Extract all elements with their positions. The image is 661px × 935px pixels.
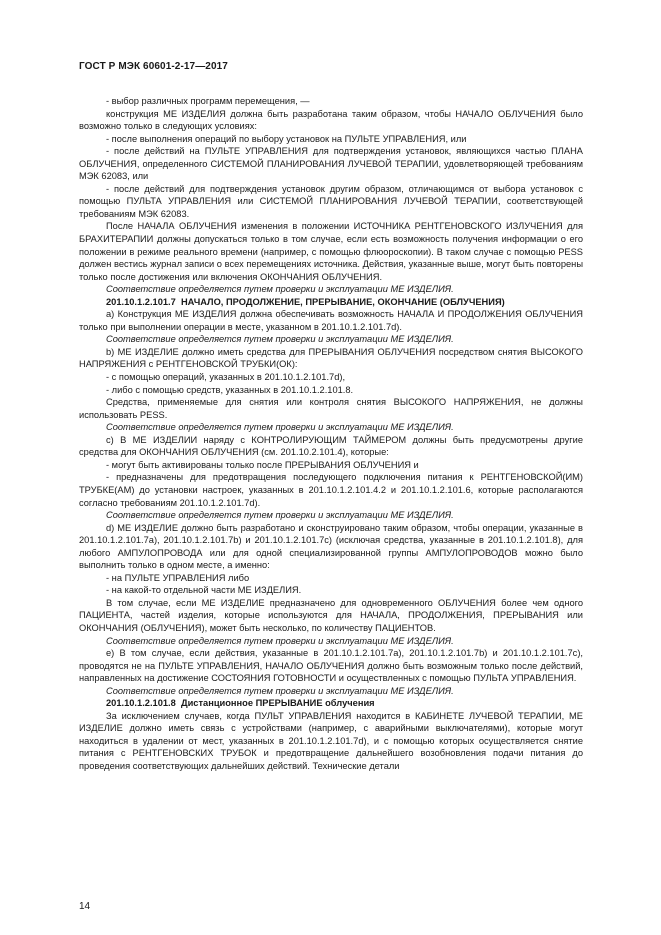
section-number: 201.10.1.2.101.8 bbox=[106, 698, 176, 709]
paragraph: - на ПУЛЬТЕ УПРАВЛЕНИЯ либо bbox=[106, 572, 250, 583]
paragraph: - предназначены для предотвращения последующего подключения питания к РЕНТГЕНОВСКОЙ(ИМ) ТРУБКЕ(АМ) до установки настроек, указанных в 201.10.1.2.101.4.2 и 201.10.1.2.101.6, которые располагаются согласно требованиям 201.10.1.2.101.7d). bbox=[79, 472, 583, 508]
paragraph: Средства, применяемые для снятия или контроля снятия ВЫСОКОГО НАПРЯЖЕНИЯ, не должны использовать PESS. bbox=[79, 397, 583, 420]
paragraph: - после действий на ПУЛЬТЕ УПРАВЛЕНИЯ для подтверждения установок, являющихся частью ПЛАНА ОБЛУЧЕНИЯ, определенного СИСТЕМОЙ ПЛАНИРОВАНИЯ ЛУЧЕВОЙ ТЕРАПИИ, удовлетворяющей требованиям МЭК 62083, или bbox=[79, 146, 583, 182]
paragraph: После НАЧАЛА ОБЛУЧЕНИЯ изменения в положении ИСТОЧНИКА РЕНТГЕНОВСКОГО ИЗЛУЧЕНИЯ для БРАХИТЕРАПИИ должны допускаться только в том случае, если есть возможность получения информации о его положении в режиме реального времени (например, с помощью флюороскопии). В таком случае с помощью PESS должен вестись журнал записи о всех перемещениях источника. Действия, указанные выше, могут быть повторены только после достижения или включения ОКОНЧАНИЯ ОБЛУЧЕНИЯ. bbox=[79, 221, 583, 282]
paragraph: - выбор различных программ перемещения, — bbox=[106, 96, 310, 106]
paragraph: b) МЕ ИЗДЕЛИЕ должно иметь средства для ПРЕРЫВАНИЯ ОБЛУЧЕНИЯ посредством снятия ВЫСОКОГО НАПРЯЖЕНИЯ с РЕНТГЕНОВСКОЙ ТРУБКИ(ОК): bbox=[79, 346, 583, 370]
paragraph: - с помощью операций, указанных в 201.10.1.2.101.7d), bbox=[106, 372, 346, 383]
paragraph: d) МЕ ИЗДЕЛИЕ должно быть разработано и сконструировано таким образом, чтобы операции, указанные в 201.10.1.2.101.7a), 201.10.1.2.101.7b) и 201.10.1.2.101.7c) (исключая средства, указанные в 201.10.1.2.101.8), для любого АМПУЛОПРОВОДА или для одной специализированной группы АМПУЛОПРОВОДОВ можно было выполнить только в одном месте, а именно: bbox=[79, 522, 583, 571]
paragraph: - на какой-то отдельной части МЕ ИЗДЕЛИЯ. bbox=[106, 585, 302, 596]
paragraph: a) Конструкция МЕ ИЗДЕЛИЯ должна обеспечивать возможность НАЧАЛА И ПРОДОЛЖЕНИЯ ОБЛУЧЕНИЯ только при выполнении операции в месте, указанном в 201.10.1.2.101.7d). bbox=[79, 309, 583, 332]
page-header: ГОСТ Р МЭК 60601-2-17—2017 bbox=[79, 61, 228, 72]
paragraph: c) В МЕ ИЗДЕЛИИ наряду с КОНТРОЛИРУЮЩИМ ТАЙМЕРОМ должны быть предусмотрены другие средства для ОКОНЧАНИЯ ОБЛУЧЕНИЯ (см. 201.10.2.101.4), которые: bbox=[79, 434, 583, 458]
conformity-note: Соответствие определяется путем проверки и эксплуатации МЕ ИЗДЕЛИЯ. bbox=[106, 334, 454, 345]
paragraph: e) В том случае, если действия, указанные в 201.10.1.2.101.7a), 201.10.1.2.101.7b) и 201.10.1.2.101.7c), проводятся не на ПУЛЬТЕ УПРАВЛЕНИЯ, НАЧАЛО ОБЛУЧЕНИЯ должно быть возможным только после действий, направленных на достижение СОСТОЯНИЯ ГОТОВНОСТИ и осуществленных с помощью ПУЛЬТА УПРАВЛЕНИЯ. bbox=[79, 648, 583, 684]
section-number: 201.10.1.2.101.7 bbox=[106, 296, 176, 307]
paragraph: конструкция МЕ ИЗДЕЛИЯ должна быть разработана таким образом, чтобы НАЧАЛО ОБЛУЧЕНИЯ было возможно только в следующих условиях: bbox=[79, 108, 583, 132]
paragraph: - после выполнения операций по выбору установок на ПУЛЬТЕ УПРАВЛЕНИЯ, или bbox=[106, 133, 467, 144]
section-heading bbox=[79, 697, 583, 710]
page-number: 14 bbox=[79, 901, 91, 912]
conformity-note: Соответствие определяется путем проверки и эксплуатации МЕ ИЗДЕЛИЯ. bbox=[106, 510, 454, 521]
paragraph: В том случае, если МЕ ИЗДЕЛИЕ предназначено для одновременного ОБЛУЧЕНИЯ более чем одного ПАЦИЕНТА, частей изделия, которые используются для НАЧАЛА, ПРОДОЛЖЕНИЯ, ПРЕРЫВАНИЯ или ОКОНЧАНИЯ (ОБЛУЧЕНИЯ), может быть несколько, по количеству ПАЦИЕНТОВ. bbox=[79, 597, 583, 633]
paragraph: - могут быть активированы только после ПРЕРЫВАНИЯ ОБЛУЧЕНИЯ и bbox=[106, 459, 419, 470]
document-body bbox=[79, 95, 583, 773]
conformity-note: Соответствие определяется путем проверки и эксплуатации МЕ ИЗДЕЛИЯ. bbox=[106, 284, 454, 295]
paragraph: За исключением случаев, когда ПУЛЬТ УПРАВЛЕНИЯ находится в КАБИНЕТЕ ЛУЧЕВОЙ ТЕРАПИИ, МЕ ИЗДЕЛИЕ должно иметь связь с устройствами (например, с аварийными выключателями), которые могут находиться в удалении от мест, указанных в 201.10.1.2.101.7d), и с помощью которых осуществляется снятие питания с РЕНТГЕНОВСКИХ ТРУБОК и предотвращение дальнейшего возобновления подачи питания до проведения соответствующих дальнейших действий. Технические детали bbox=[79, 710, 583, 771]
paragraph: - либо с помощью средств, указанных в 201.10.1.2.101.8. bbox=[106, 384, 354, 395]
section-heading bbox=[79, 296, 583, 309]
section-title: НАЧАЛО, ПРОДОЛЖЕНИЕ, ПРЕРЫВАНИЕ, ОКОНЧАНИЕ (ОБЛУЧЕНИЯ) bbox=[180, 296, 505, 307]
conformity-note: Соответствие определяется путем проверки и эксплуатации МЕ ИЗДЕЛИЯ. bbox=[106, 635, 454, 646]
conformity-note: Соответствие определяется путем проверки и эксплуатации МЕ ИЗДЕЛИЯ. bbox=[106, 422, 454, 433]
section-title: Дистанционное ПРЕРЫВАНИЕ облучения bbox=[180, 698, 375, 709]
conformity-note: Соответствие определяется путем проверки и эксплуатации МЕ ИЗДЕЛИЯ. bbox=[106, 685, 454, 696]
paragraph: - после действий для подтверждения установок другим образом, отличающимся от выбора установок с помощью ПУЛЬТА УПРАВЛЕНИЯ или СИСТЕМОЙ ПЛАНИРОВАНИЯ ЛУЧЕВОЙ ТЕРАПИИ, соответствующей требованиям МЭК 62083. bbox=[79, 183, 583, 219]
